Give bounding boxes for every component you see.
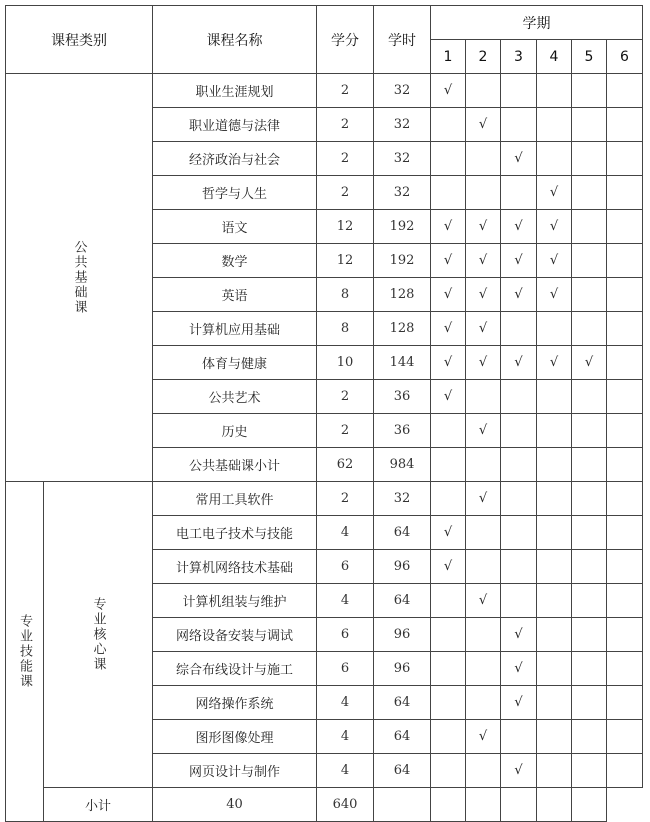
hours-cell: 32 [374,142,431,176]
hours-cell: 32 [374,108,431,142]
header-semester-5: 5 [572,40,607,74]
semester-6-cell [607,244,643,278]
hours-cell: 32 [374,74,431,108]
semester-5-cell [572,584,607,618]
hours-cell: 64 [374,516,431,550]
credits-cell: 4 [317,754,374,788]
credits-cell: 4 [317,584,374,618]
semester-4-cell [537,380,572,414]
semester-6-cell [607,74,643,108]
semester-3-cell [501,584,537,618]
semester-4-cell [537,414,572,448]
hours-cell: 64 [374,584,431,618]
course-name-cell: 数学 [153,244,317,278]
semester-4-check-mark: √ [537,176,572,210]
semester-1-cell [431,176,466,210]
semester-3-cell [501,414,537,448]
semester-1-cell [431,414,466,448]
semester-5-cell [537,788,572,822]
header-semester-4: 4 [537,40,572,74]
semester-3-check-mark: √ [501,142,537,176]
table-row [6,482,643,516]
semester-4-cell [537,618,572,652]
header-semester-2: 2 [466,40,501,74]
hours-cell: 64 [374,720,431,754]
semester-6-cell [607,414,643,448]
semester-5-cell [572,720,607,754]
subtotal-credits: 40 [153,788,317,822]
semester-1-check-mark: √ [431,550,466,584]
semester-4-check-mark: √ [537,278,572,312]
semester-3-check-mark: √ [501,618,537,652]
credits-cell: 8 [317,278,374,312]
header-semester-3: 3 [501,40,537,74]
semester-1-cell [431,448,466,482]
semester-1-cell [431,482,466,516]
course-name-cell: 计算机应用基础 [153,312,317,346]
semester-6-cell [572,788,607,822]
semester-6-cell [607,482,643,516]
hours-cell: 36 [374,414,431,448]
semester-2-cell [466,142,501,176]
semester-2-check-mark: √ [466,720,501,754]
semester-5-cell [572,516,607,550]
semester-1-check-mark: √ [431,312,466,346]
semester-3-check-mark: √ [501,210,537,244]
semester-1-check-mark: √ [431,346,466,380]
course-name-cell: 网页设计与制作 [153,754,317,788]
semester-2-check-mark: √ [466,346,501,380]
subcategory-cell: 专业核心课 [44,482,153,788]
semester-6-cell [607,346,643,380]
semester-6-cell [607,142,643,176]
semester-2-check-mark: √ [466,312,501,346]
semester-4-cell [537,108,572,142]
hours-cell: 96 [374,550,431,584]
semester-1-cell [431,108,466,142]
course-name-cell: 网络设备安装与调试 [153,618,317,652]
semester-3-cell [466,788,501,822]
semester-3-check-mark: √ [501,278,537,312]
credits-cell: 2 [317,74,374,108]
hours-cell: 36 [374,380,431,414]
semester-1-cell [431,754,466,788]
semester-3-cell [501,448,537,482]
semester-4-check-mark: √ [537,346,572,380]
header-semester-1: 1 [431,40,466,74]
header-semester: 学期 [431,6,643,40]
subtotal-hours: 984 [374,448,431,482]
hours-cell: 32 [374,482,431,516]
hours-cell: 64 [374,754,431,788]
semester-1-check-mark: √ [431,210,466,244]
semester-5-cell [572,686,607,720]
header-credits: 学分 [317,6,374,74]
semester-5-check-mark: √ [572,346,607,380]
semester-3-cell [501,108,537,142]
credits-cell: 6 [317,618,374,652]
semester-5-cell [572,108,607,142]
semester-2-cell [466,516,501,550]
curriculum-table [5,5,643,822]
hours-cell: 128 [374,312,431,346]
semester-5-cell [572,414,607,448]
semester-2-cell [466,380,501,414]
course-name-cell: 语文 [153,210,317,244]
semester-1-cell [431,652,466,686]
semester-2-cell [431,788,466,822]
hours-cell: 128 [374,278,431,312]
semester-6-cell [607,210,643,244]
hours-cell: 96 [374,652,431,686]
credits-cell: 8 [317,312,374,346]
semester-6-cell [607,584,643,618]
credits-cell: 10 [317,346,374,380]
course-name-cell: 体育与健康 [153,346,317,380]
course-name-cell: 公共艺术 [153,380,317,414]
semester-5-cell [572,210,607,244]
semester-5-cell [572,652,607,686]
credits-cell: 6 [317,550,374,584]
semester-6-cell [607,448,643,482]
semester-2-cell [466,176,501,210]
subtotal-credits: 62 [317,448,374,482]
semester-1-cell [431,720,466,754]
semester-3-cell [501,312,537,346]
semester-1-cell [374,788,431,822]
semester-5-cell [572,176,607,210]
table-body [6,74,643,822]
semester-4-cell [537,312,572,346]
semester-4-cell [537,720,572,754]
table-header [6,6,643,74]
hours-cell: 144 [374,346,431,380]
semester-5-cell [572,142,607,176]
course-name-cell: 电工电子技术与技能 [153,516,317,550]
credits-cell: 12 [317,210,374,244]
course-name-cell: 职业道德与法律 [153,108,317,142]
hours-cell: 192 [374,210,431,244]
hours-cell: 96 [374,618,431,652]
semester-4-check-mark: √ [537,244,572,278]
header-hours: 学时 [374,6,431,74]
semester-4-cell [501,788,537,822]
semester-5-cell [572,380,607,414]
semester-3-check-mark: √ [501,686,537,720]
semester-3-cell [501,74,537,108]
credits-cell: 2 [317,108,374,142]
semester-2-cell [466,618,501,652]
semester-6-cell [607,754,643,788]
semester-2-check-mark: √ [466,482,501,516]
semester-3-cell [501,176,537,210]
credits-cell: 6 [317,652,374,686]
semester-4-cell [537,74,572,108]
header-course-name: 课程名称 [153,6,317,74]
semester-1-check-mark: √ [431,74,466,108]
semester-6-cell [607,652,643,686]
semester-5-cell [572,278,607,312]
semester-1-cell [431,618,466,652]
semester-4-cell [537,448,572,482]
semester-2-check-mark: √ [466,584,501,618]
credits-cell: 4 [317,720,374,754]
semester-2-check-mark: √ [466,414,501,448]
semester-5-cell [572,448,607,482]
semester-1-check-mark: √ [431,278,466,312]
semester-4-check-mark: √ [537,210,572,244]
semester-5-cell [572,482,607,516]
credits-cell: 2 [317,380,374,414]
category-cell: 公共基础课 [6,74,153,482]
header-semester-6: 6 [607,40,643,74]
subtotal-row [6,788,643,822]
hours-cell: 192 [374,244,431,278]
semester-3-cell [501,550,537,584]
semester-1-check-mark: √ [431,516,466,550]
semester-1-check-mark: √ [431,244,466,278]
semester-2-check-mark: √ [466,108,501,142]
credits-cell: 2 [317,414,374,448]
semester-5-cell [572,550,607,584]
semester-4-cell [537,550,572,584]
semester-4-cell [537,482,572,516]
course-name-cell: 常用工具软件 [153,482,317,516]
subtotal-hours: 640 [317,788,374,822]
course-name-cell: 计算机网络技术基础 [153,550,317,584]
semester-1-cell [431,584,466,618]
semester-6-cell [607,176,643,210]
course-name-cell: 哲学与人生 [153,176,317,210]
semester-2-cell [466,448,501,482]
semester-5-cell [572,754,607,788]
semester-2-cell [466,74,501,108]
semester-6-cell [607,550,643,584]
category-cell: 专业技能课 [6,482,44,822]
semester-6-cell [607,618,643,652]
subtotal-label: 公共基础课小计 [153,448,317,482]
credits-cell: 2 [317,176,374,210]
semester-2-check-mark: √ [466,210,501,244]
semester-1-cell [431,686,466,720]
semester-6-cell [607,278,643,312]
semester-5-cell [572,244,607,278]
semester-2-cell [466,686,501,720]
course-name-cell: 经济政治与社会 [153,142,317,176]
semester-2-check-mark: √ [466,278,501,312]
header-category: 课程类别 [6,6,153,74]
course-name-cell: 英语 [153,278,317,312]
semester-3-check-mark: √ [501,244,537,278]
course-name-cell: 综合布线设计与施工 [153,652,317,686]
table-row [6,74,643,108]
course-name-cell: 图形图像处理 [153,720,317,754]
semester-4-cell [537,584,572,618]
course-name-cell: 职业生涯规划 [153,74,317,108]
hours-cell: 64 [374,686,431,720]
semester-1-check-mark: √ [431,380,466,414]
semester-4-cell [537,686,572,720]
semester-5-cell [572,74,607,108]
semester-5-cell [572,312,607,346]
semester-3-check-mark: √ [501,346,537,380]
semester-2-cell [466,652,501,686]
course-name-cell: 网络操作系统 [153,686,317,720]
credits-cell: 4 [317,516,374,550]
semester-3-cell [501,482,537,516]
credits-cell: 2 [317,482,374,516]
credits-cell: 2 [317,142,374,176]
semester-3-check-mark: √ [501,754,537,788]
credits-cell: 12 [317,244,374,278]
semester-6-cell [607,516,643,550]
course-name-cell: 历史 [153,414,317,448]
hours-cell: 32 [374,176,431,210]
semester-2-check-mark: √ [466,244,501,278]
semester-5-cell [572,618,607,652]
semester-6-cell [607,312,643,346]
semester-3-cell [501,380,537,414]
semester-4-cell [537,142,572,176]
semester-4-cell [537,754,572,788]
semester-3-cell [501,720,537,754]
semester-6-cell [607,686,643,720]
semester-6-cell [607,108,643,142]
semester-2-cell [466,754,501,788]
credits-cell: 4 [317,686,374,720]
semester-6-cell [607,380,643,414]
semester-4-cell [537,516,572,550]
semester-2-cell [466,550,501,584]
semester-6-cell [607,720,643,754]
semester-1-cell [431,142,466,176]
subtotal-label: 小计 [44,788,153,822]
semester-3-check-mark: √ [501,652,537,686]
semester-4-cell [537,652,572,686]
semester-3-cell [501,516,537,550]
course-name-cell: 计算机组装与维护 [153,584,317,618]
